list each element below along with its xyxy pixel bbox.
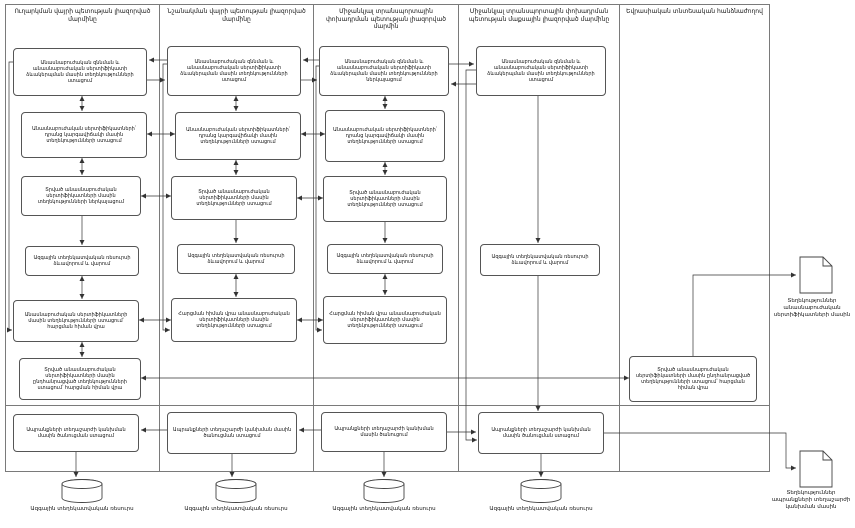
database-cylinder-icon	[213, 478, 259, 504]
process-box-l2-national-resource: Ազգային տեղեկատվական ռեսուրսի ձևավորում և վարում	[177, 244, 295, 274]
process-box-l3-national-resource: Ազգային տեղեկատվական ռեսուրսի ձևավորում և վարում	[327, 244, 443, 274]
process-box-l3-cert-issue-submit: Անասնաբուժական զննման և անասնաբուժական սերտիֆիկատի ձևակերպման մասին տեղեկությունների ներկայացում	[319, 46, 449, 96]
database-label: Ազգային տեղեկատվական ռեսուրս	[332, 506, 436, 512]
lane-header: Միջանկյալ տրանսպորտային փոխադրման պետության մաքսային լիազորված մարմինը	[468, 8, 610, 23]
process-box-l2-certs-on-request: Հարցման հիման վրա անասնաբուժական սերտիֆիկատների մասին տեղեկությունների ստացում	[171, 298, 297, 342]
process-box-l3-cert-status-info: Անասնաբուժական սերտիֆիկատների՝ դրանց կարգավիճակի մասին տեղեկությունների ստացում	[325, 110, 445, 162]
process-box-l5-summary-on-request: Տրված անասնաբուժական սերտիֆիկատների մասին ընդհանրացված տեղեկությունների ստացում՝ հարցման հիման վրա	[629, 356, 757, 402]
process-box-l2-cert-issue-info: Անասնաբուժական զննման և անասնաբուժական սերտիֆիկատի ձևակերպման մասին տեղեկությունների ստացում	[167, 46, 301, 96]
database-label: Ազգային տեղեկատվական ռեսուրս	[489, 506, 593, 512]
process-box-l1-certs-on-request: Անասնաբուժական սերտիֆիկատների մասին տեղեկությունների ստացում՝ հարցման հիման վրա	[13, 300, 139, 342]
process-box-l4-ban-notification: Ապրանքների տեղաշարժի կանխման մասին ծանուցման ստացում	[478, 412, 604, 454]
process-box-l1-issued-certs-submit: Տրված անասնաբուժական սերտիֆիկատների մասին տեղեկությունների ներկայացում	[21, 176, 141, 216]
process-box-l3-ban-notify: Ապրանքների տեղաշարժի կանխման մասին ծանուցում	[321, 412, 447, 452]
process-box-l1-ban-notification: Ապրանքների տեղաշարժի կանխման մասին ծանուցման ստացում	[13, 414, 139, 452]
process-box-l2-ban-notification: Ապրանքների տեղաշարժի կանխման մասին ծանուցման ստացում	[167, 412, 297, 454]
process-box-l4-national-resource: Ազգային տեղեկատվական ռեսուրսի ձևավորում և վարում	[480, 244, 600, 276]
process-box-l3-issued-certs-get: Տրված անասնաբուժական սերտիֆիկատների մասին տեղեկությունների ստացում	[323, 176, 447, 222]
process-box-l3-certs-on-request: Հարցման հիման վրա անասնաբուժական սերտիֆիկատների մասին տեղեկությունների ստացում	[323, 296, 447, 344]
process-box-l2-issued-certs-get: Տրված անասնաբուժական սերտիֆիկատների մասին տեղեկությունների ստացում	[171, 176, 297, 220]
process-box-l2-cert-status-info: Անասնաբուժական սերտիֆիկատների՝ դրանց կարգավիճակի մասին տեղեկությունների ստացում	[175, 112, 301, 160]
document-icon	[799, 450, 833, 488]
document-label: Տեղեկություններ անասնաբուժական սերտիֆիկատների մասին	[773, 298, 851, 318]
document-label: Տեղեկություններ ապրանքների տեղաշարժի կանխման մասին	[771, 490, 851, 510]
lane-header: Նշանակման վայրի պետության լիազորված մարմինը	[167, 8, 306, 23]
database-cylinder-icon	[59, 478, 105, 504]
process-box-l1-national-resource: Ազգային տեղեկատվական ռեսուրսի ձևավորում և վարում	[25, 246, 139, 276]
database-label: Ազգային տեղեկատվական ռեսուրս	[30, 506, 134, 512]
process-box-l1-cert-status-info: Անասնաբուժական սերտիֆիկատների՝ դրանց կարգավիճակի մասին տեղեկությունների ստացում	[21, 112, 147, 158]
lane-header: Ուղարկման վայրի պետության լիազորված մարմինը	[14, 8, 151, 23]
lane-header: Միջանկյալ տրանսպորտային փոխադրման պետության լիազորված մարմին	[325, 8, 447, 30]
database-cylinder-icon	[518, 478, 564, 504]
database-cylinder-icon	[361, 478, 407, 504]
process-box-l1-summary-on-request: Տրված անասնաբուժական սերտիֆիկատների մասին ընդհանրացված տեղեկությունների ստացում՝ հարցման հիման վրա	[19, 358, 141, 400]
lane-header: Եվրասիական տնտեսական հանձնաժողով	[626, 8, 763, 15]
document-icon	[799, 256, 833, 294]
database-label: Ազգային տեղեկատվական ռեսուրս	[184, 506, 288, 512]
process-box-l4-cert-issue-info: Անասնաբուժական զննման և անասնաբուժական սերտիֆիկատի ձևակերպման մասին տեղեկությունների ստացում	[476, 46, 606, 96]
process-box-l1-cert-issue-info: Անասնաբուժական զննման և անասնաբուժական սերտիֆիկատի ձևակերպման մասին տեղեկությունների ստացում	[13, 48, 147, 96]
